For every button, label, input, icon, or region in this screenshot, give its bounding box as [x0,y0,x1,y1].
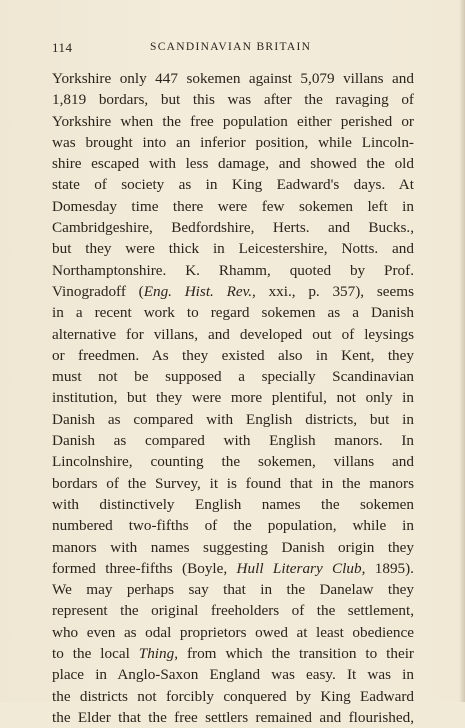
text-line: shire escaped with less damage, and showed the old [52,155,414,173]
text-segment: Vinogradoff ( [52,282,144,300]
text-line: place in Anglo-Saxon England was easy. It was in [52,666,414,684]
text-line: bordars of the Survey, it is found that in the manors [52,474,414,492]
text-line: or freedmen. As they existed also in Kent, they [52,346,414,364]
page-edge-shadow [459,0,465,702]
text-line: in a recent work to regard sokemen as a Danish [52,304,414,322]
text-line [52,643,414,664]
text-line: the districts not forcibly conquered by King Eadward [52,687,414,705]
text-segment: to the local [52,645,139,663]
italic-citation: Hull Literary Club [236,559,362,577]
text-line: Danish as compared with English manors. In [52,432,414,450]
running-head: SCANDINAVIAN BRITAIN [150,41,312,53]
text-line: must not be supposed a specially Scandinavian [52,368,414,386]
text-line: Yorkshire when the free population either perished or [52,112,414,130]
text-line: Danish as compared with English districts, but in [52,410,414,428]
text-line [52,558,414,579]
text-line: Northamptonshire. K. Rhamm, quoted by Prof. [52,261,414,279]
text-line: numbered two-fifths of the population, while in [52,517,414,535]
page-number: 114 [52,40,73,55]
text-segment: formed three-fifths (Boyle, [52,559,237,577]
text-line: state of society as in King Eadward's days. At [52,176,414,194]
text-line: the Elder that the free settlers remained and flourished, [52,708,414,726]
text-line: who even as odal proprietors owed at least obedience [52,623,414,641]
text-line: manors with names suggesting Danish origin they [52,538,414,556]
text-line [52,281,414,302]
text-line: alternative for villans, and developed out of leysings [52,325,414,343]
text-segment: , 1895). [361,559,414,577]
text-line: We may perhaps say that in the Danelaw they [52,581,414,599]
text-line: Yorkshire only 447 sokemen against 5,079 villans and [52,70,414,87]
text-line: represent the original freeholders of the settlement, [52,602,414,620]
text-line: Lincolnshire, counting the sokemen, villans and [52,453,414,471]
body-text [52,68,414,728]
italic-term: Thing [138,645,175,663]
page-header [52,40,410,58]
text-line: Domesday time there were few sokemen left in [52,197,414,215]
text-line: institution, but they were more plentiful, not only in [52,389,414,407]
text-segment: , xxi., p. 357), seems [252,282,414,300]
text-segment: , from which the transition to their [174,645,414,663]
text-line: 1,819 bordars, but this was after the ravaging of [52,91,414,109]
text-line: but they were thick in Leicestershire, Notts. and [52,240,414,258]
text-line: Cambridgeshire, Bedfordshire, Herts. and Bucks., [52,219,414,237]
text-line: was brought into an inferior position, while Lincoln- [52,133,414,151]
text-line: with distinctively English names the sokemen [52,495,414,513]
italic-citation: Eng. Hist. Rev. [143,282,253,300]
